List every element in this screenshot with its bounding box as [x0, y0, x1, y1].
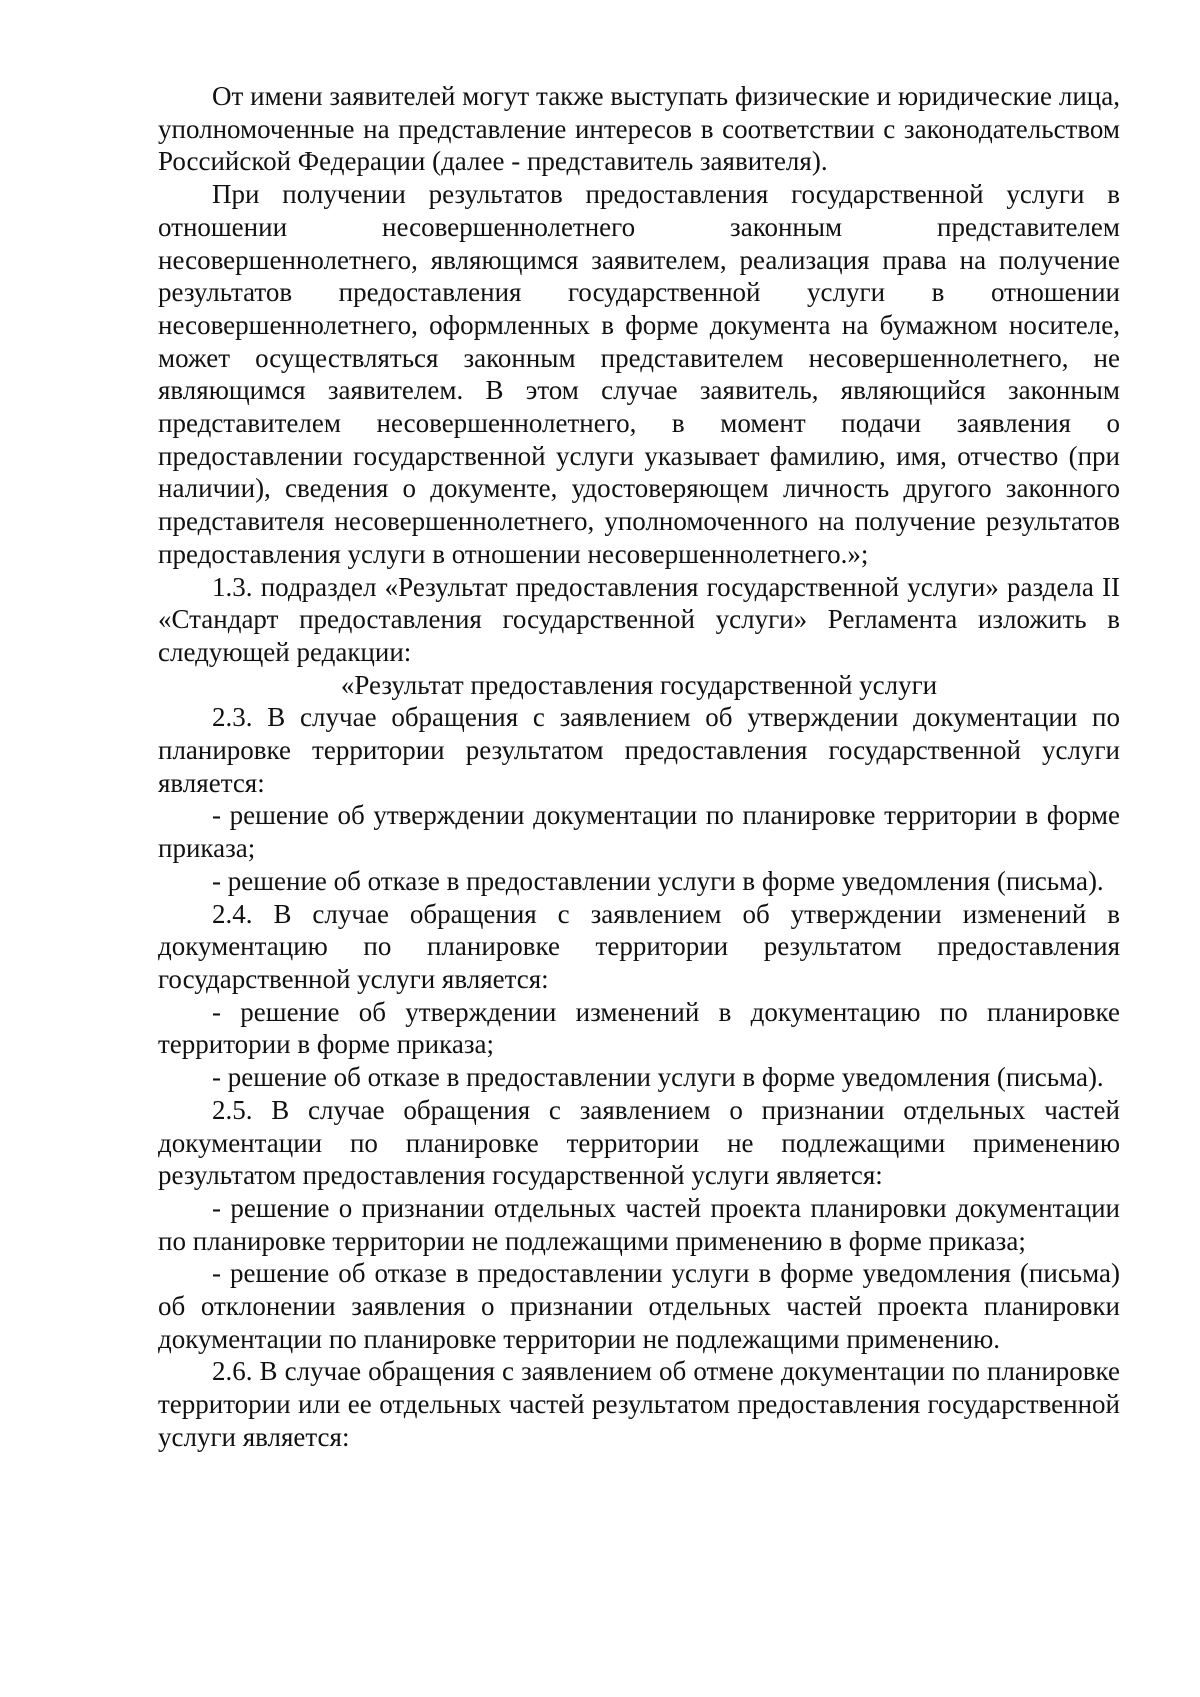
- paragraph-representatives: От имени заявителей могут также выступать физические и юридические лица, уполномоченные на представление интересов в соответствии с законодательством Российской Федерации (далее - представитель заявителя).: [158, 81, 1120, 177]
- paragraph-2-5: 2.5. В случае обращения с заявлением о признании отдельных частей документации по планировке территории не подлежащими применению результатом предоставления государственной услуги является:: [158, 1094, 1120, 1191]
- document-page: [158, 80, 1120, 1454]
- paragraph-2-3: 2.3. В случае обращения с заявлением об утверждении документации по планировке территории результатом предоставления государственной услуги является:: [158, 702, 1120, 798]
- paragraph-2-6: 2.6. В случае обращения с заявлением об отмене документации по планировке территории или ее отдельных частей результатом предоставления государственной услуги является:: [158, 1356, 1120, 1452]
- section-heading: «Результат предоставления государственной услуги: [340, 669, 938, 700]
- list-item: - решение о признании отдельных частей проекта планировки документации по планировке территории не подлежащими применению в форме приказа;: [158, 1192, 1120, 1256]
- paragraph-1-3: 1.3. подраздел «Результат предоставления государственной услуги» раздела II «Стандарт предоставления государственной услуги» Регламента изложить в следующей редакции:: [158, 571, 1120, 667]
- list-item: - решение об утверждении документации по планировке территории в форме приказа;: [158, 800, 1120, 864]
- paragraph-2-4: 2.4. В случае обращения с заявлением об утверждении изменений в документацию по планировке территории результатом предоставления государственной услуги является:: [158, 898, 1120, 994]
- list-item: - решение об отказе в предоставлении услуги в форме уведомления (письма).: [212, 1062, 1104, 1093]
- list-item: - решение об отказе в предоставлении услуги в форме уведомления (письма).: [212, 865, 1104, 896]
- list-item: - решение об утверждении изменений в документацию по планировке территории в форме приказа;: [158, 996, 1120, 1060]
- paragraph-minor-results: При получении результатов предоставления государственной услуги в отношении несовершеннолетнего законным представителем несовершеннолетнего, являющимся заявителем, реализация права на получение результатов предоставления государственной услуги в отношении несовершеннолетнего, оформленных в форме документа на бумажном носителе, может осуществляться законным представителем несовершеннолетнего, не являющимся заявителем. В этом случае заявитель, являющийся законным представителем несовершеннолетнего, в момент подачи заявления о предоставлении государственной услуги указывает фамилию, имя, отчество (при наличии), сведения о документе, удостоверяющем личность другого законного представителя несовершеннолетнего, уполномоченного на получение результатов предоставления услуги в отношении несовершеннолетнего.»;: [158, 179, 1120, 569]
- list-item: - решение об отказе в предоставлении услуги в форме уведомления (письма) об отклонении заявления о признании отдельных частей проекта планировки документации по планировке территории не подлежащими применению.: [158, 1258, 1120, 1354]
